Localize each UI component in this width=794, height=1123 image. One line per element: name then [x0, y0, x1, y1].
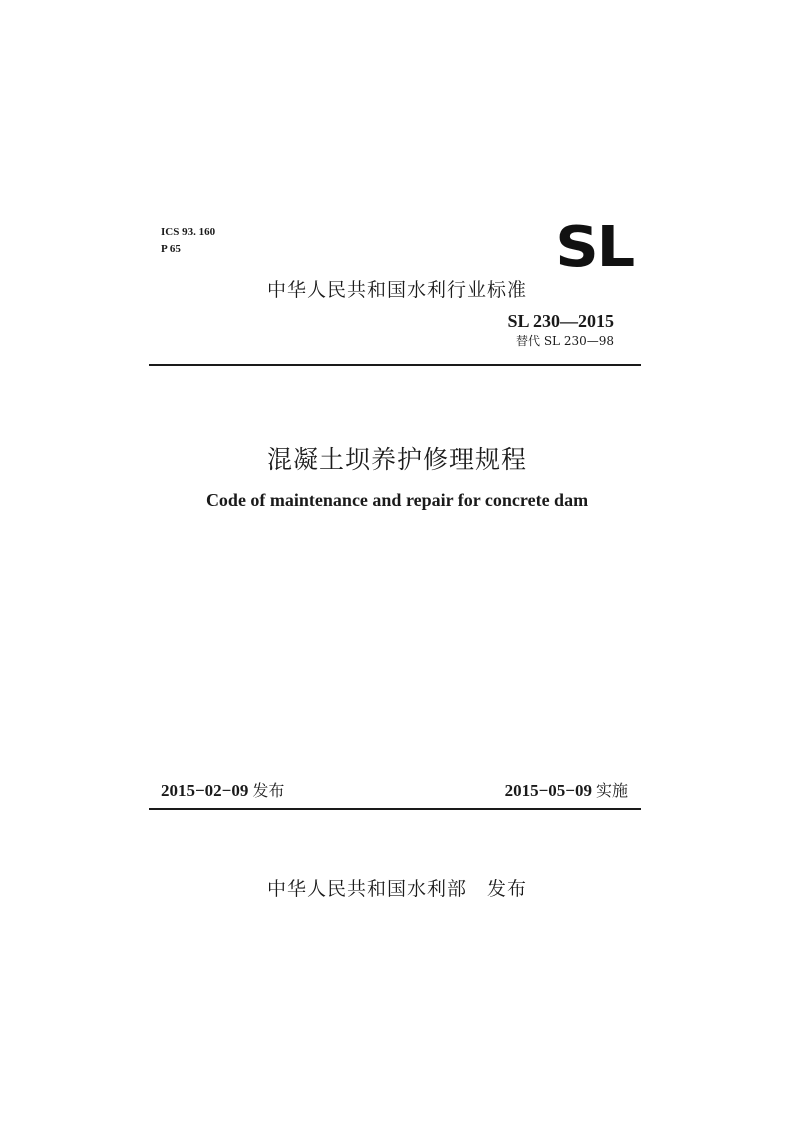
- issue-date-row: [161, 778, 284, 801]
- issue-label: 发布: [252, 781, 285, 800]
- issue-date: 2015−02−09: [161, 781, 249, 800]
- implementation-date: 2015−05−09: [504, 781, 592, 800]
- title-chinese: 混凝土坝养护修理规程: [266, 445, 527, 474]
- standard-number: SL 230—2015: [507, 311, 614, 331]
- ics-code: ICS 93. 160: [161, 226, 216, 238]
- title-english: Code of maintenance and repair for concrete dam: [205, 490, 589, 510]
- publisher-action: 发布: [487, 878, 528, 900]
- bottom-divider: [149, 808, 641, 810]
- publisher-name: 中华人民共和国水利部: [266, 878, 467, 900]
- ccs-code: P 65: [161, 243, 181, 255]
- replaces-standard: 替代 SL 230—98: [516, 334, 614, 348]
- implementation-date-row: [505, 778, 628, 801]
- implementation-label: 实施: [595, 781, 628, 800]
- standard-category: 中华人民共和国水利行业标准: [266, 279, 527, 301]
- sl-logo: SL: [555, 215, 633, 280]
- publisher-line: [0, 874, 794, 901]
- top-divider: [149, 364, 641, 366]
